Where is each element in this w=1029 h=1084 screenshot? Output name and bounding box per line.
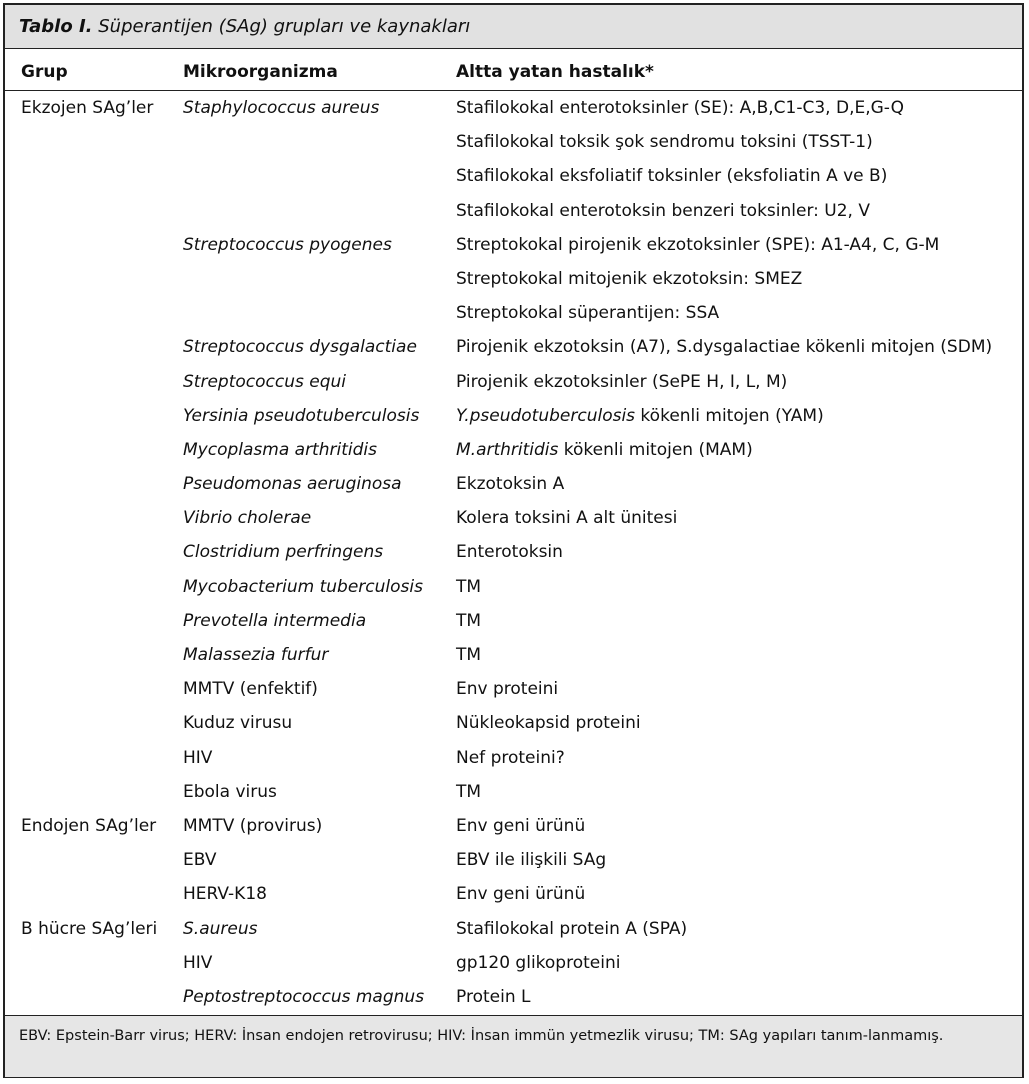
cell-disease — [456, 782, 481, 802]
caption-title: Süperantijen (SAg) grupları ve kaynakları — [98, 16, 471, 37]
table-row — [5, 843, 1022, 877]
cell-disease-text: Kolera toksini A alt ünitesi — [456, 508, 678, 529]
caption-label: Tablo I. — [19, 16, 93, 37]
table-row — [5, 296, 1022, 330]
cell-disease-text: kökenli mitojen (MAM) — [558, 439, 753, 460]
cell-organism: EBV — [183, 850, 217, 871]
cell-disease-text: TM — [456, 610, 482, 631]
table-row — [5, 433, 1022, 467]
cell-disease — [456, 235, 939, 255]
cell-disease — [456, 577, 481, 597]
table-row — [5, 741, 1022, 775]
table-row — [5, 946, 1022, 980]
cell-disease — [456, 645, 481, 665]
cell-disease-text: Stafilokokal enterotoksin benzeri toksinler: U2, V — [456, 200, 870, 221]
cell-disease-text: Protein L — [456, 986, 531, 1007]
table-row — [5, 877, 1022, 911]
cell-organism: HIV — [183, 952, 213, 973]
cell-disease — [456, 850, 606, 870]
cell-disease — [456, 987, 530, 1007]
cell-disease — [456, 748, 565, 768]
table-row — [5, 91, 1022, 125]
table-row — [5, 912, 1022, 946]
table-footnote: EBV: Epstein-Barr virus; HERV: İnsan endojen retrovirusu; HIV: İnsan immün yetmezlik virusu; TM: SAg yapıları tanım-lanmamış. — [5, 1015, 1022, 1077]
table-row — [5, 467, 1022, 501]
cell-disease-text: Env geni ürünü — [456, 884, 586, 905]
cell-disease — [456, 474, 564, 494]
header-group: Grup — [21, 62, 68, 82]
cell-group: B hücre SAg’leri — [21, 918, 158, 939]
cell-disease-text: Stafilokokal protein A (SPA) — [456, 918, 688, 939]
cell-disease — [456, 713, 641, 733]
cell-disease-text: Streptokokal süperantijen: SSA — [456, 303, 720, 324]
cell-disease — [456, 166, 887, 186]
table-row — [5, 501, 1022, 535]
cell-disease — [456, 611, 481, 631]
cell-disease-italic: M.arthritidis — [456, 439, 559, 460]
cell-disease — [456, 201, 870, 221]
table-row — [5, 638, 1022, 672]
cell-organism: Prevotella intermedia — [183, 610, 367, 631]
table-row — [5, 535, 1022, 569]
cell-disease-text: Nükleokapsid proteini — [456, 713, 641, 734]
table-row — [5, 365, 1022, 399]
table-row — [5, 330, 1022, 364]
cell-disease — [456, 406, 824, 426]
cell-organism: HERV-K18 — [183, 884, 267, 905]
cell-disease-text: Nef proteini? — [456, 747, 565, 768]
header-disease: Altta yatan hastalık* — [456, 62, 654, 82]
cell-organism: Ebola virus — [183, 781, 277, 802]
cell-disease — [456, 542, 563, 562]
cell-organism: S.aureus — [183, 918, 258, 939]
table-row — [5, 570, 1022, 604]
cell-disease — [456, 337, 992, 357]
cell-disease-text: Env proteini — [456, 679, 559, 700]
table-row — [5, 125, 1022, 159]
table-row — [5, 399, 1022, 433]
table-row — [5, 706, 1022, 740]
cell-disease-text: Ekzotoksin A — [456, 474, 565, 495]
cell-disease-text: TM — [456, 781, 482, 802]
table-header — [5, 55, 1022, 91]
cell-disease — [456, 884, 585, 904]
table-caption — [5, 5, 1022, 49]
cell-organism: Yersinia pseudotuberculosis — [183, 405, 420, 426]
table-row — [5, 194, 1022, 228]
cell-organism: Peptostreptococcus magnus — [183, 986, 425, 1007]
cell-disease-text: TM — [456, 576, 482, 597]
cell-disease — [456, 98, 904, 118]
cell-disease — [456, 508, 677, 528]
cell-disease — [456, 269, 802, 289]
cell-disease — [456, 303, 719, 323]
cell-disease-text: Env geni ürünü — [456, 815, 586, 836]
cell-disease — [456, 919, 687, 939]
cell-organism: Clostridium perfringens — [183, 542, 384, 563]
cell-organism: Kuduz virusu — [183, 713, 293, 734]
cell-disease — [456, 816, 585, 836]
cell-disease — [456, 132, 873, 152]
cell-disease-text: gp120 glikoproteini — [456, 952, 621, 973]
cell-organism: MMTV (provirus) — [183, 815, 323, 836]
cell-disease-text: Streptokokal mitojenik ekzotoksin: SMEZ — [456, 268, 803, 289]
table-body — [5, 91, 1022, 1014]
cell-disease-text: kökenli mitojen (YAM) — [635, 405, 824, 426]
cell-disease-text: Stafilokokal enterotoksinler (SE): A,B,C1-C3, D,E,G-Q — [456, 98, 904, 118]
cell-disease-text: TM — [456, 645, 482, 665]
cell-disease-italic: Y.pseudotuberculosis — [456, 405, 636, 426]
cell-disease-text: Pirojenik ekzotoksin (A7), S.dysgalactiae kökenli mitojen (SDM) — [456, 337, 993, 358]
cell-disease-text: Stafilokokal eksfoliatif toksinler (eksfoliatin A ve B) — [456, 166, 888, 187]
table-row — [5, 262, 1022, 296]
cell-organism: Pseudomonas aeruginosa — [183, 474, 402, 495]
cell-organism: Mycoplasma arthritidis — [183, 439, 377, 460]
cell-disease-text: Streptokokal pirojenik ekzotoksinler (SPE): A1-A4, C, G-M — [456, 234, 940, 255]
cell-organism: Streptococcus dysgalactiae — [183, 337, 417, 358]
table-row — [5, 159, 1022, 193]
cell-disease-text: Enterotoksin — [456, 542, 563, 563]
table-row — [5, 809, 1022, 843]
cell-organism: Malassezia furfur — [183, 645, 329, 665]
cell-disease — [456, 440, 753, 460]
table-row — [5, 980, 1022, 1014]
cell-organism: Streptococcus equi — [183, 371, 346, 392]
cell-disease — [456, 953, 620, 973]
cell-group: Endojen SAg’ler — [21, 815, 157, 836]
cell-organism: Vibrio cholerae — [183, 508, 312, 529]
cell-disease-text: Stafilokokal toksik şok sendromu toksini (TSST-1) — [456, 132, 873, 153]
table-frame — [3, 3, 1024, 1078]
cell-organism: Streptococcus pyogenes — [183, 234, 392, 255]
cell-disease — [456, 679, 558, 699]
table-row — [5, 672, 1022, 706]
table-row — [5, 604, 1022, 638]
table-row — [5, 228, 1022, 262]
cell-disease-text: EBV ile ilişkili SAg — [456, 850, 607, 871]
table-row — [5, 775, 1022, 809]
cell-disease — [456, 372, 787, 392]
cell-organism: Staphylococcus aureus — [183, 98, 380, 118]
cell-organism: HIV — [183, 747, 213, 768]
cell-organism: Mycobacterium tuberculosis — [183, 576, 423, 597]
header-organism: Mikroorganizma — [183, 62, 338, 82]
cell-organism: MMTV (enfektif) — [183, 679, 318, 700]
cell-group: Ekzojen SAg’ler — [21, 98, 154, 118]
cell-disease-text: Pirojenik ekzotoksinler (SePE H, I, L, M) — [456, 371, 788, 392]
